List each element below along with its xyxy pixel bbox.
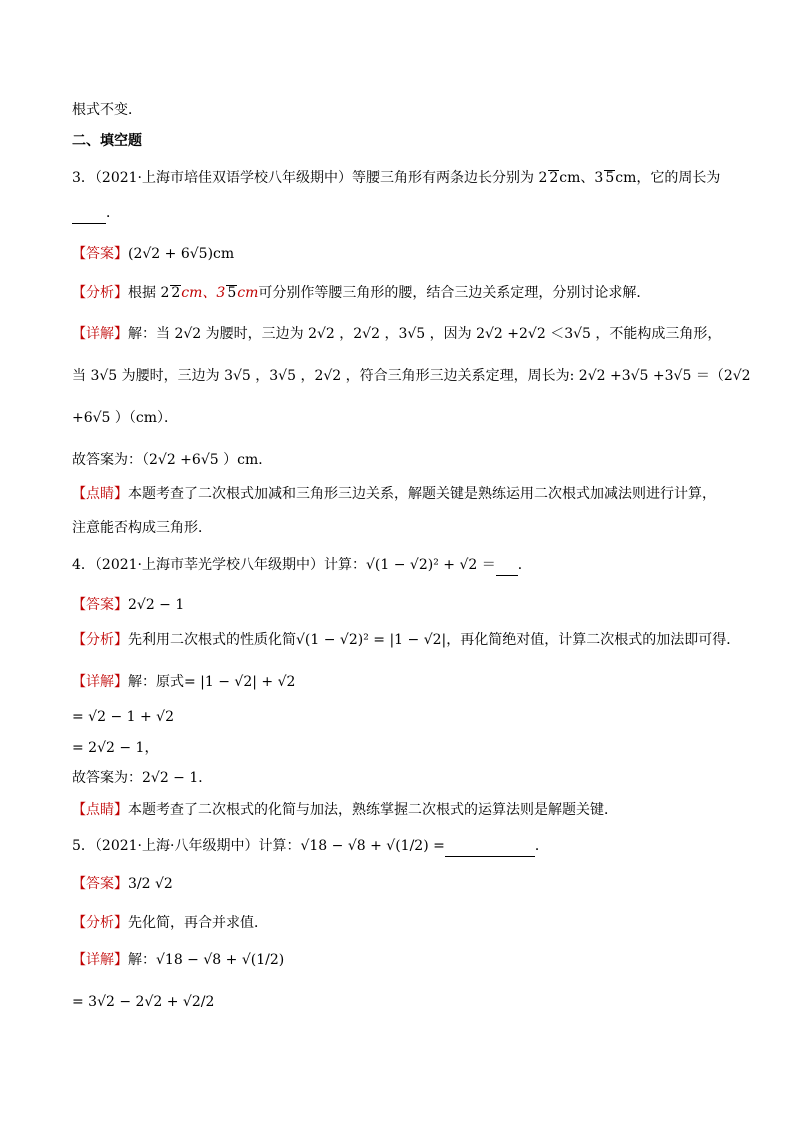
q3-comment-1 [72, 484, 716, 504]
section-title: 二、填空题 [72, 133, 142, 149]
q4-result: 故答案为：2√2 − 1． [72, 770, 213, 786]
q3-detail-2: 当 3√5 为腰时，三边为 3√5 ，3√5 ，2√2 ，符合三角形三边关系定理，周长为: 2√2 +3√5 +3√5 ＝（2√2 [72, 368, 751, 384]
q3-analysis-sqrt5: 5 [227, 285, 237, 301]
q4-stem-expr: √(1 − √2)² + √2 ＝ [366, 557, 496, 573]
q4-number: 4． [72, 557, 95, 573]
q4-analysis-b: ，再化简绝对值，计算二次根式的加法即可得． [446, 632, 741, 648]
q5-stem-end: ． [534, 838, 549, 854]
q3-source: （2021·上海市培佳双语学校八年级期中） [94, 170, 352, 186]
q3-stem-text-b: cm、3 [559, 170, 604, 186]
q5-stem [72, 836, 549, 857]
q3-sqrt5: 5 [605, 170, 615, 186]
q3-stem [72, 168, 720, 188]
q4-answer-blank [496, 555, 518, 576]
q3-answer-tag: 【答案】 [72, 246, 128, 262]
q5-analysis-text: 先化简，再合并求值． [128, 915, 268, 931]
q3-detail-text-1: 解：当 2√2 为腰时，三边为 2√2 ，2√2 ，3√5 ，因为 2√2 +2√2 ＜3√5 ，不能构成三角形， [128, 326, 722, 342]
q4-answer-tag: 【答案】 [72, 597, 128, 613]
q4-stem-end: ． [517, 557, 532, 573]
q5-detail-text-1: 解：√18 − √8 + √(1/2) [128, 952, 285, 968]
q4-analysis [72, 630, 740, 650]
q4-detail-2: = √2 − 1 + √2 [72, 709, 175, 725]
q3-stem-text-c: cm，它的周长为 [615, 170, 721, 186]
q4-comment-text: 本题考查了二次根式的化简与加法，熟练掌握二次根式的运算法则是解题关键． [128, 802, 618, 818]
q5-source: （2021·上海·八年级期中） [94, 838, 259, 854]
q4-analysis-expr: √(1 − √2)² = |1 − √2| [296, 632, 447, 648]
q3-detail-1 [72, 324, 721, 344]
q3-analysis-tag: 【分析】 [72, 285, 128, 301]
q3-stem-text-a: 等腰三角形有两条边长分别为 2 [352, 170, 548, 186]
q3-blank-line [72, 203, 120, 224]
q4-stem-text: 计算： [324, 557, 367, 573]
q3-result: 故答案为：（2√2 +6√5 ）cm． [72, 452, 273, 468]
q5-answer-value: 3/2 √2 [128, 876, 173, 892]
q5-answer-tag: 【答案】 [72, 876, 128, 892]
q3-detail-tag: 【详解】 [72, 326, 128, 342]
intro-tail: 根式不变． [72, 102, 142, 118]
q3-analysis [72, 283, 650, 303]
q3-number: 3． [72, 170, 95, 186]
q4-detail-tag: 【详解】 [72, 674, 128, 690]
q3-comment-2: 注意能否构成三角形． [72, 520, 212, 536]
q4-detail-3: = 2√2 − 1， [72, 740, 159, 756]
q5-analysis [72, 913, 268, 933]
q3-stem-end: ． [106, 205, 120, 221]
q3-comment-text-1: 本题考查了二次根式加减和三角形三边关系，解题关键是熟练运用二次根式加减法则进行计算， [128, 486, 716, 502]
q3-sqrt2: 2 [549, 170, 559, 186]
q4-analysis-a: 先利用二次根式的性质化简 [128, 632, 296, 648]
q4-analysis-tag: 【分析】 [72, 632, 128, 648]
q3-detail-3: +6√5 ）（cm）． [72, 410, 179, 426]
q3-analysis-c: cm [237, 285, 259, 301]
q3-analysis-b: cm、3 [181, 285, 226, 301]
q4-comment-tag: 【点睛】 [72, 802, 128, 818]
q5-detail-1 [72, 950, 284, 970]
q5-analysis-tag: 【分析】 [72, 915, 128, 931]
q5-detail-tag: 【详解】 [72, 952, 128, 968]
q4-answer [72, 595, 184, 615]
q5-answer [72, 874, 173, 894]
q5-number: 5． [72, 838, 95, 854]
q4-detail-1 [72, 672, 295, 692]
q3-analysis-a: 根据 2 [128, 285, 170, 301]
q4-detail-text-1: 解：原式= |1 − √2| + √2 [128, 674, 296, 690]
q3-analysis-d: 可分别作等腰三角形的腰，结合三边关系定理，分别讨论求解． [258, 285, 651, 301]
q4-answer-value: 2√2 − 1 [128, 597, 185, 613]
q4-stem [72, 555, 532, 576]
q5-stem-text: 计算： [258, 838, 301, 854]
q3-answer-value: (2√2 + 6√5)cm [128, 246, 235, 262]
q4-source: （2021·上海市莘光学校八年级期中） [94, 557, 325, 573]
q5-stem-expr: √18 − √8 + √(1/2) = [300, 838, 445, 854]
q4-comment [72, 800, 618, 820]
q5-detail-2: = 3√2 − 2√2 + √2/2 [72, 994, 215, 1010]
q3-analysis-sqrt2: 2 [171, 285, 181, 301]
q3-answer [72, 244, 234, 264]
q3-comment-tag: 【点睛】 [72, 486, 128, 502]
q5-answer-blank [445, 836, 535, 857]
q3-answer-blank [72, 203, 106, 224]
